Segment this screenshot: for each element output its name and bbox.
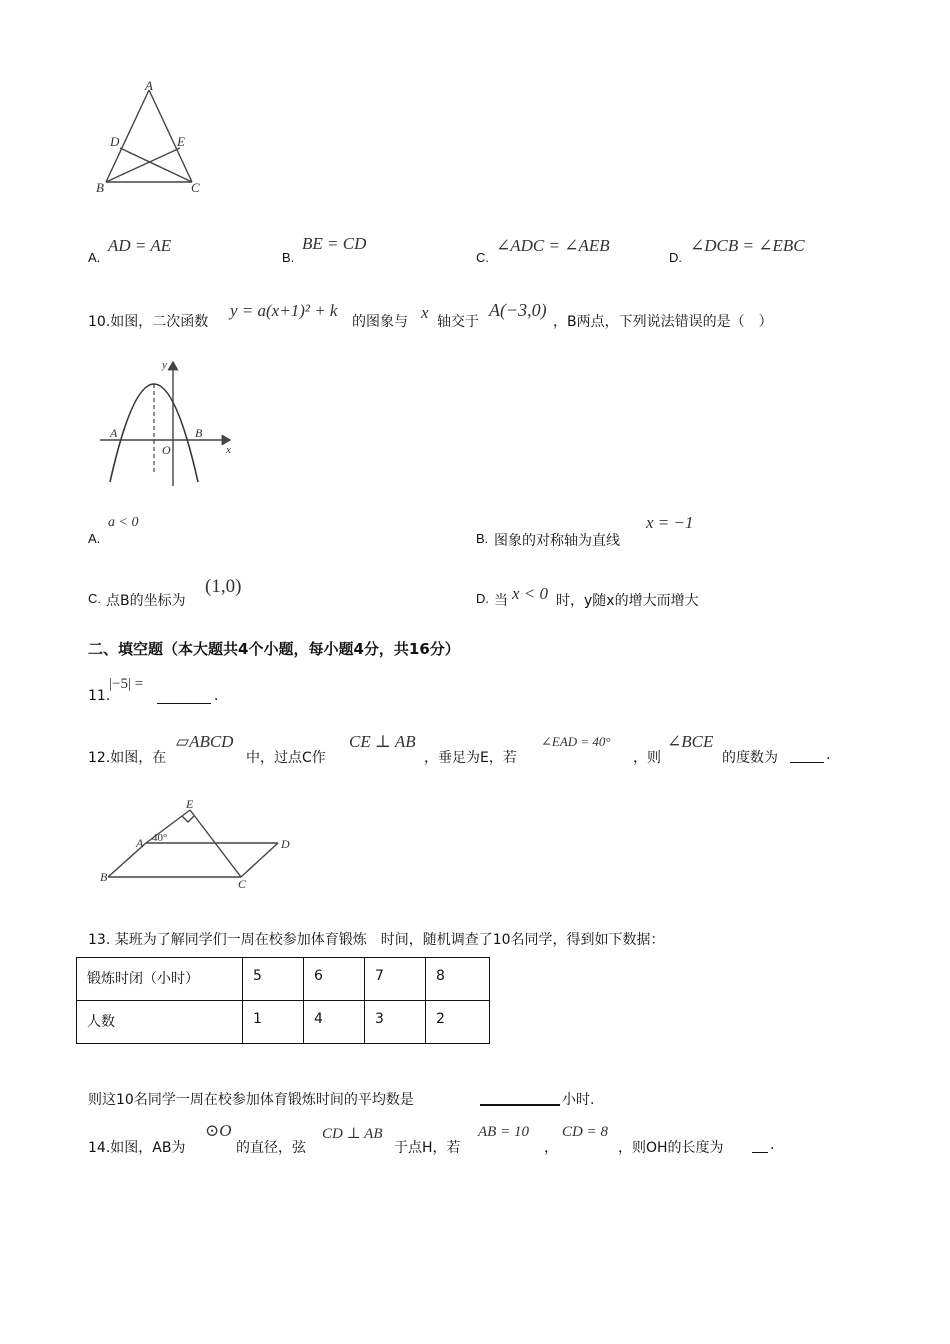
label-b: B <box>96 180 104 195</box>
q12-stem-3: ，垂足为E，若 <box>424 750 517 766</box>
q14-math-4: CD = 8 <box>562 1124 608 1140</box>
table-cell: 1 <box>243 1001 304 1044</box>
table-cell: 8 <box>426 958 490 1001</box>
q10-option-d-math: x < 0 <box>512 584 549 603</box>
q10-option-b-text: 图象的对称轴为直线 <box>494 533 620 549</box>
q11-math: |−5| = <box>109 676 144 692</box>
q14-stem-3: 于点H，若 <box>394 1140 461 1156</box>
table-cell: 2 <box>426 1001 490 1044</box>
q11-answer-blank[interactable] <box>157 703 211 704</box>
table-cell: 6 <box>304 958 365 1001</box>
q12-tail: . <box>826 747 831 763</box>
q9-triangle-figure <box>88 78 218 198</box>
table-cell: 4 <box>304 1001 365 1044</box>
q10-point-a: A(−3,0) <box>489 300 547 320</box>
q9-option-a-letter: A. <box>88 250 101 265</box>
q10-option-a-math: a < 0 <box>108 515 139 530</box>
label-e: E <box>186 797 194 811</box>
label-a: A <box>136 836 144 850</box>
q10-xvar: x <box>421 303 429 322</box>
q14-stem-5: ，则OH的长度为 <box>618 1140 724 1156</box>
q12-math-4: ∠BCE <box>667 732 714 751</box>
q10-stem-1: 10.如图，二次函数 <box>88 314 209 330</box>
q10-option-b-math: x = −1 <box>646 513 694 532</box>
q14-stem-4: ， <box>544 1140 558 1156</box>
right-angle-mark <box>182 816 194 822</box>
q12-answer-blank[interactable] <box>790 762 824 763</box>
table-row <box>77 958 490 1001</box>
side-ac <box>149 90 192 182</box>
q10-stem-3: 轴交于 <box>437 314 479 330</box>
q14-stem-1: 14.如图，AB为 <box>88 1140 186 1156</box>
section-2-heading: 二、填空题（本大题共4个小题，每小题4分，共16分） <box>88 640 460 658</box>
q12-stem-2: 中，过点C作 <box>246 750 326 766</box>
q10-option-d-tail: 时，y随x的增大而增大 <box>556 593 699 609</box>
q10-option-a-letter: A. <box>88 531 101 546</box>
q12-stem-4: ，则 <box>633 750 661 766</box>
q10-option-c-math: (1,0) <box>205 576 242 597</box>
label-a: A <box>145 78 153 93</box>
q10-function: y = a(x+1)² + k <box>230 301 338 320</box>
q10-option-d-text: 当 <box>494 593 508 609</box>
q9-option-d-letter: D. <box>669 250 682 265</box>
q14-answer-blank[interactable] <box>752 1152 768 1153</box>
q10-option-c-letter: C. <box>88 591 101 606</box>
label-e: E <box>177 134 185 149</box>
label-c: C <box>238 877 247 889</box>
q11-tail: . <box>214 688 219 704</box>
q9-option-c-math: ∠ADC = ∠AEB <box>496 236 610 255</box>
q13-after-text: 则这10名同学一周在校参加体育锻炼时间的平均数是 <box>88 1092 414 1108</box>
label-b: B <box>195 426 203 440</box>
q14-tail: . <box>770 1137 775 1153</box>
q9-option-b-math: BE = CD <box>302 234 367 253</box>
table-cell: 人数 <box>77 1001 243 1044</box>
table-cell: 7 <box>365 958 426 1001</box>
q9-option-a-math: AD = AE <box>108 236 172 255</box>
q9-option-b-letter: B. <box>282 250 295 265</box>
q14-stem-2: 的直径，弦 <box>236 1140 306 1156</box>
q10-stem-4: ，B两点，下列说法错误的是（ ） <box>553 314 773 330</box>
q14-math-3: AB = 10 <box>478 1124 529 1140</box>
label-d: D <box>110 134 120 149</box>
q12-parallelogram-figure <box>98 797 298 889</box>
q10-option-c-text: 点B的坐标为 <box>106 593 186 609</box>
label-x: x <box>226 444 231 456</box>
label-o: O <box>162 443 171 457</box>
table-cell: 3 <box>365 1001 426 1044</box>
table-cell: 锻炼时闭（小时） <box>77 958 243 1001</box>
q12-math-1: ▱ABCD <box>176 732 234 751</box>
q12-math-3: ∠EAD = 40° <box>541 734 611 749</box>
q10-stem-2: 的图象与 <box>352 314 408 330</box>
q14-math-1: ⊙O <box>205 1121 232 1140</box>
side-cd <box>241 843 278 877</box>
segment-be <box>106 148 180 182</box>
q10-parabola-figure <box>96 356 238 492</box>
label-d: D <box>281 837 290 851</box>
q14-math-2: CD ⊥ AB <box>322 1126 383 1142</box>
q13-answer-blank[interactable] <box>480 1104 560 1106</box>
angle-label: 40° <box>152 832 168 844</box>
label-a: A <box>110 426 118 440</box>
segment-cd <box>120 148 192 182</box>
q10-option-b-letter: B. <box>476 531 489 546</box>
q13-data-table <box>76 957 490 1044</box>
q9-option-d-math: ∠DCB = ∠EBC <box>690 236 805 255</box>
label-y: y <box>162 359 167 371</box>
label-c: C <box>191 180 200 195</box>
q13-stem: 13. 某班为了解同学们一周在校参加体育锻炼 时间，随机调查了10名同学，得到如下数据： <box>88 932 665 948</box>
q13-after-tail: 小时. <box>562 1092 595 1108</box>
q12-stem-1: 12.如图，在 <box>88 750 167 766</box>
q10-option-d-letter: D. <box>476 591 489 606</box>
q11-number: 11. <box>88 688 111 704</box>
table-cell: 5 <box>243 958 304 1001</box>
q12-math-2: CE ⊥ AB <box>349 732 416 751</box>
label-b: B <box>100 870 108 884</box>
table-row <box>77 1001 490 1044</box>
q12-stem-5: 的度数为 <box>722 750 778 766</box>
q9-option-c-letter: C. <box>476 250 489 265</box>
